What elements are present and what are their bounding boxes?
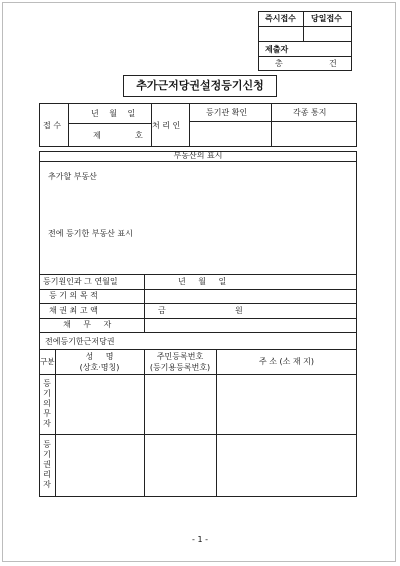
reception-label: 접 수 xyxy=(43,121,61,130)
sameday-receipt-label: 당일접수 xyxy=(311,14,342,23)
id-label: 주민등록번호 xyxy=(156,352,204,361)
handler-label: 처 리 인 xyxy=(152,121,181,130)
obligor-label: 등기의무자 xyxy=(43,379,51,428)
cause-date: 년 월 일 xyxy=(178,277,227,286)
form-page xyxy=(2,2,396,562)
debtor-label: 채 무 자 xyxy=(63,320,112,329)
notices-label: 각종 통지 xyxy=(293,108,327,117)
count-unit-label: 건 xyxy=(329,59,337,68)
submitter-label: 제출자 xyxy=(265,45,289,54)
id-sub-label: (등기용등록번호) xyxy=(149,363,211,372)
division-label: 구분 xyxy=(40,357,55,366)
name-label: 성 명 xyxy=(85,352,114,361)
name-sub-label: (상호·명칭) xyxy=(79,363,120,372)
page-title: 추가근저당권설정등기신청 xyxy=(136,79,264,92)
instant-receipt-label: 즉시접수 xyxy=(265,14,296,23)
previous-property-label: 전에 등기한 부동산 표시 xyxy=(48,229,133,238)
property-header: 부동산의 표시 xyxy=(173,151,223,160)
purpose-label: 등 기 의 목 적 xyxy=(49,291,98,300)
address-label: 주 소 (소 재 지) xyxy=(258,357,315,366)
reception-number-suffix: 호 xyxy=(135,131,143,140)
reception-number-prefix: 제 xyxy=(93,131,101,140)
currency-prefix: 금 xyxy=(158,306,166,315)
reception-date-label: 년 월 일 xyxy=(91,109,136,118)
prior-mortgage-label: 전에등기한근저당권 xyxy=(45,337,115,346)
total-label: 총 xyxy=(275,59,283,68)
added-property-label: 추가할 부동산 xyxy=(48,172,97,181)
max-claim-label: 채 권 최 고 액 xyxy=(49,306,98,315)
registry-confirm-label: 등기관 확인 xyxy=(206,108,248,117)
obligee-label: 등기권리자 xyxy=(43,440,51,489)
currency-suffix: 원 xyxy=(235,306,243,315)
page-number: - 1 - xyxy=(192,535,208,544)
cause-label: 등기원인과 그 연월일 xyxy=(43,277,118,286)
